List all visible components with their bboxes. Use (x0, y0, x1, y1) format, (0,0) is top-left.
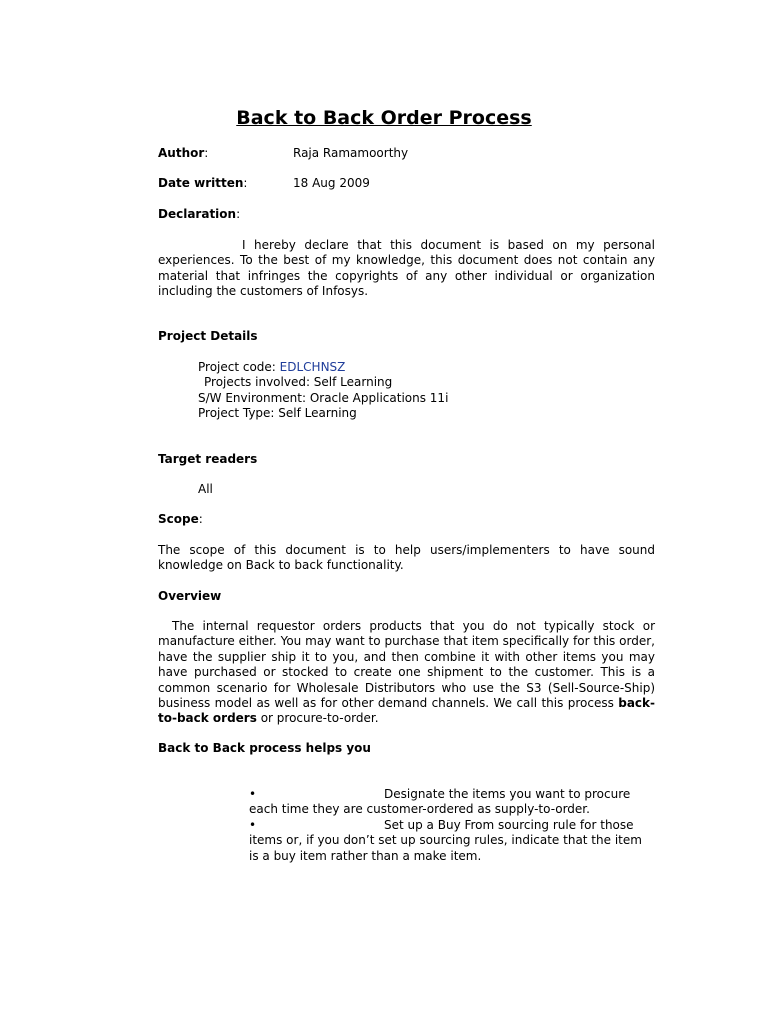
date-colon: : (243, 176, 248, 190)
date-row (158, 176, 370, 191)
declaration-text: I hereby declare that this document is based on my personal experiences. To the best of my knowledge, this document does not contain any material that infringes the copyrights of any other individual or organization including the customers of Infosys. (158, 238, 655, 299)
overview-bold-term: back-to-back orders (158, 696, 655, 726)
author-row (158, 146, 409, 161)
project-code-label: Project code: (198, 360, 280, 374)
project-code-line (198, 360, 618, 375)
helps-heading: Back to Back process helps you (158, 741, 371, 755)
target-readers-heading: Target readers (158, 452, 258, 466)
document-title: Back to Back Order Process (236, 107, 532, 129)
bullet-rest: each time they are customer-ordered as supply-to-order. (249, 802, 590, 817)
projects-involved-line: Projects involved: Self Learning (204, 375, 393, 390)
project-type-line: Project Type: Self Learning (198, 406, 357, 421)
scope-paragraph: The scope of this document is to help users/implementers to have sound knowledge on Back to back functionality. (158, 543, 655, 573)
bullet-first-line: Designate the items you want to procure (384, 787, 631, 801)
sw-environment-line: S/W Environment: Oracle Applications 11i (198, 390, 449, 405)
bullet-item (249, 818, 649, 864)
bullet-rest: items or, if you don’t set up sourcing rules, indicate that the item is a buy item rather than a make item. (249, 833, 642, 863)
author-colon: : (204, 146, 209, 160)
overview-paragraph (158, 619, 655, 727)
project-code-value: EDLCHNSZ (279, 360, 346, 374)
overview-text-before: The internal requestor orders products that you do not typically stock or manufacture either. You may want to purchase that item specifically for this order, have the supplier ship it to you, and then combine it with other items you may have purchased or stocked to create one shipment to the customer. This is a common scenario for Wholesale Distributors who use the S3 (Sell-Source-Ship) business model as well as for other demand channels. We call this process (158, 619, 655, 711)
date-value: 18 Aug 2009 (293, 176, 370, 190)
declaration-paragraph (158, 238, 655, 300)
target-readers-value: All (198, 482, 213, 496)
scope-colon: : (198, 512, 203, 526)
overview-text-after: or procure-to-order. (256, 711, 379, 726)
author-value: Raja Ramamoorthy (293, 146, 409, 160)
bullet-item (249, 787, 649, 818)
helps-bullet-list (249, 787, 649, 864)
bullet-symbol: • (249, 817, 257, 832)
declaration-label: Declaration (158, 207, 237, 221)
project-details-list (198, 360, 618, 422)
bullet-first-line: Set up a Buy From sourcing rule for those (384, 817, 634, 832)
date-label: Date written (158, 176, 244, 190)
declaration-heading (158, 207, 240, 222)
scope-heading (158, 512, 203, 527)
author-label: Author (158, 146, 205, 160)
project-details-heading: Project Details (158, 329, 258, 343)
scope-label: Scope (158, 512, 199, 526)
bullet-symbol: • (249, 787, 257, 801)
declaration-colon: : (236, 207, 241, 221)
overview-heading: Overview (158, 589, 222, 603)
